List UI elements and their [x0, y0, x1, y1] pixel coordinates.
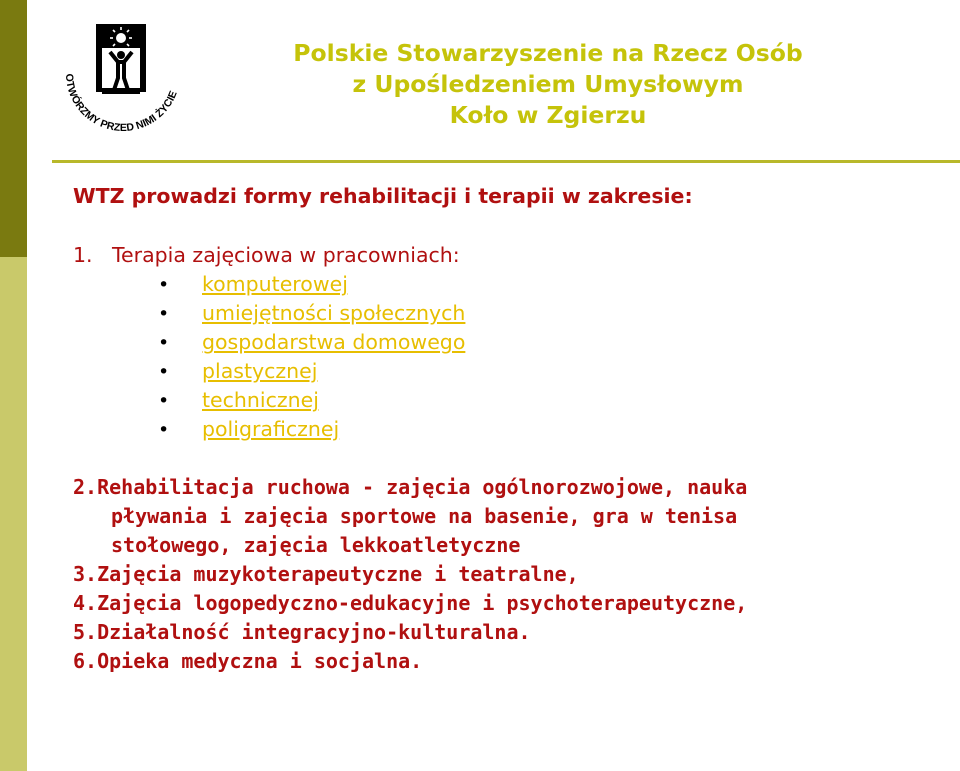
workshop-link-art[interactable]: plastycznej — [202, 359, 318, 383]
list-item — [158, 270, 465, 299]
bullet-icon: • — [158, 274, 170, 296]
item-2-line-1: 2.Rehabilitacja ruchowa - zajęcia ogólnorozwojowe, nauka — [73, 475, 748, 499]
item-3: 3.Zajęcia muzykoterapeutyczne i teatralne, — [73, 562, 579, 586]
side-bar-dark — [0, 0, 27, 257]
item-1-number: 1. — [73, 243, 93, 267]
list-item — [158, 299, 465, 328]
workshop-link-printing[interactable]: poligraficznej — [202, 417, 340, 441]
header-line-1: Polskie Stowarzyszenie na Rzecz Osób — [293, 39, 803, 67]
bullet-icon: • — [158, 303, 170, 325]
header-line-3: Koło w Zgierzu — [449, 101, 647, 129]
bullet-icon: • — [158, 332, 170, 354]
workshop-link-social-skills[interactable]: umiejętności społecznych — [202, 301, 466, 325]
list-item — [158, 357, 465, 386]
item-2-line-3: stołowego, zajęcia lekkoatletyczne — [111, 533, 521, 557]
side-bar-light — [0, 257, 27, 771]
header-divider — [52, 160, 960, 163]
list-item — [158, 328, 465, 357]
intro-heading: WTZ prowadzi formy rehabilitacji i terapii w zakresie: — [73, 184, 693, 208]
item-1-heading — [73, 243, 460, 267]
association-header — [228, 38, 868, 131]
bullet-icon: • — [158, 390, 170, 412]
item-1-title: Terapia zajęciowa w pracowniach: — [112, 243, 460, 267]
item-6: 6.Opieka medyczna i socjalna. — [73, 649, 423, 673]
list-item — [158, 415, 465, 444]
association-logo — [58, 22, 188, 134]
bullet-icon: • — [158, 361, 170, 383]
logo-arc-text: OTWÓRZMY PRZED NIMI ŻYCIE — [62, 73, 180, 134]
workshop-list — [158, 270, 465, 444]
workshop-link-household[interactable]: gospodarstwa domowego — [202, 330, 466, 354]
item-5: 5.Działalność integracyjno-kulturalna. — [73, 620, 531, 644]
bullet-icon: • — [158, 419, 170, 441]
item-4: 4.Zajęcia logopedyczno-edukacyjne i psychoterapeutyczne, — [73, 591, 748, 615]
workshop-link-technical[interactable]: technicznej — [202, 388, 319, 412]
header-line-2: z Upośledzeniem Umysłowym — [352, 70, 744, 98]
item-2-line-2: pływania i zajęcia sportowe na basenie, gra w tenisa — [111, 504, 738, 528]
therapy-list — [73, 473, 747, 676]
workshop-link-computer[interactable]: komputerowej — [202, 272, 348, 296]
list-item — [158, 386, 465, 415]
